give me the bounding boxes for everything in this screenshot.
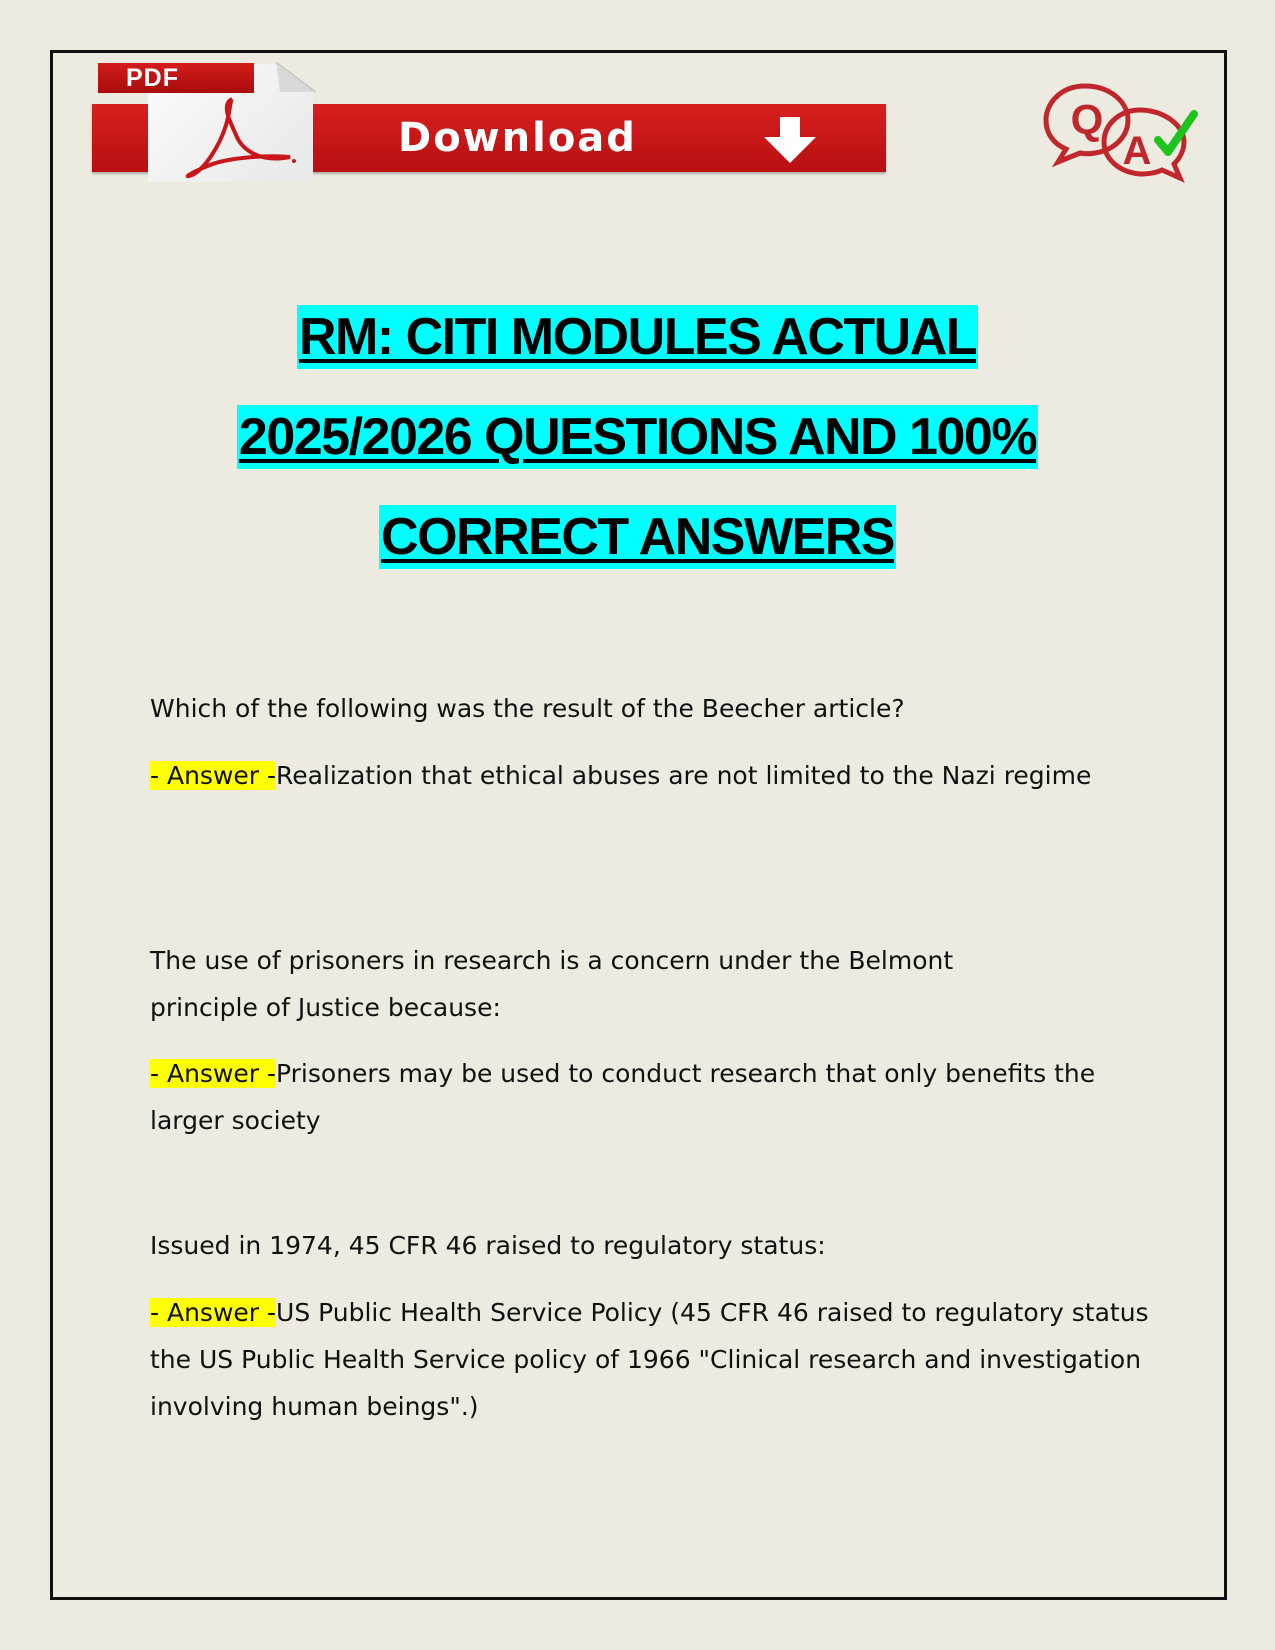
answer-text [150,1289,1150,1430]
qa-check-icon [1040,78,1205,183]
question-text: Which of the following was the result of the Beecher article? [150,694,905,723]
answer-label: - Answer - [150,761,277,790]
answer-label: - Answer - [150,1298,277,1327]
title-line-1: RM: CITI MODULES ACTUAL [297,305,978,369]
answer-label: - Answer - [150,1059,277,1088]
pdf-badge: PDF [98,63,254,93]
qa-item-answer [150,1050,1130,1144]
title-line-3: CORRECT ANSWERS [379,505,896,569]
question-text: Issued in 1974, 45 CFR 46 raised to regulatory status: [150,1231,826,1260]
page-fold-icon [276,62,316,92]
qa-item [150,1222,1150,1430]
answer-text [150,1050,1130,1144]
acrobat-pdf-icon [170,95,300,180]
title-line-2: 2025/2026 QUESTIONS AND 100% [237,405,1038,469]
svg-text:A: A [1122,129,1152,173]
answer-body: US Public Health Service Policy (45 CFR 46 raised to regulatory status the US Public Health Service policy of 1966 "Clinical research and investigation involving human beings".) [150,1298,1149,1421]
arrow-down-icon[interactable] [760,115,820,165]
answer-text [150,752,1140,799]
download-label[interactable]: Download [398,115,637,161]
qa-item [150,685,1140,799]
qa-item [150,937,1010,1051]
question-text: The use of prisoners in research is a concern under the Belmont principle of Justice because: [150,946,954,1022]
answer-body: Prisoners may be used to conduct research that only benefits the larger society [150,1059,1096,1135]
document-title [0,305,1275,605]
svg-text:Q: Q [1070,96,1104,143]
answer-body: Realization that ethical abuses are not limited to the Nazi regime [276,761,1092,790]
